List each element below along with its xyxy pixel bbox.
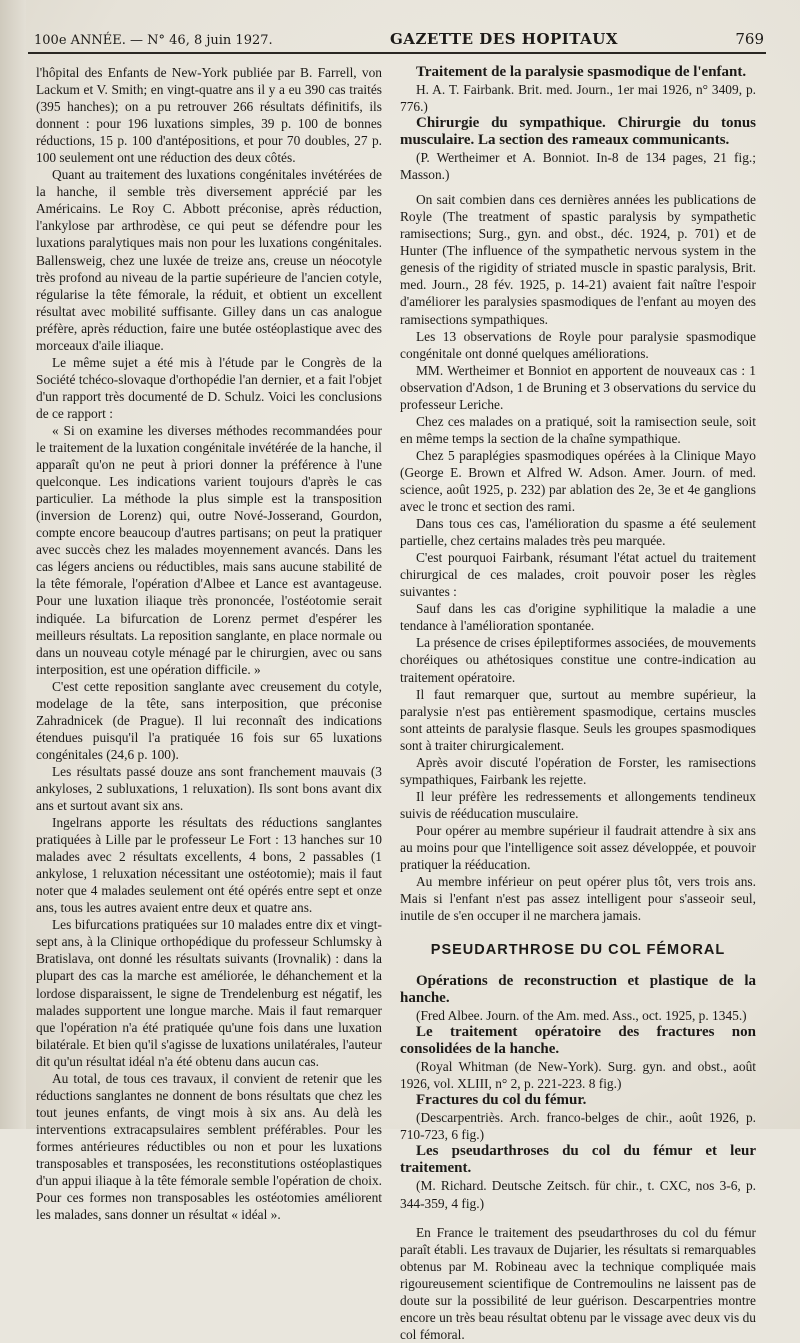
paragraph: La présence de crises épileptiformes associées, de mouvements choréiques ou athétosiques constitue une contre-indication au traitement opératoire.: [400, 635, 756, 685]
paragraph: Chez ces malades on a pratiqué, soit la ramisection seule, soit en même temps la section de la chaîne sympathique.: [400, 413, 756, 446]
paragraph: Pour opérer au membre supérieur il faudrait attendre à six ans au moins pour que l'intelligence soit assez développée, et pouvoir pratiquer la rééducation.: [400, 822, 756, 873]
paragraph: Les 13 observations de Royle pour paralysie spasmodique congénitale ont donné quelques améliorations.: [400, 328, 756, 361]
article-reference: (P. Wertheimer et A. Bonniot. In-8 de 134 pages, 21 fig.; Masson.): [400, 150, 756, 183]
paragraph: C'est cette reposition sanglante avec creusement du cotyle, modelage de la tête, sans interposition, que préconise Zahradnicek (de Prague). Il lui reconnaît des indications étendues puisqu'il l'a pratiquée 16 fois sur 65 luxations congénitales (24,6 p. 100).: [36, 678, 382, 762]
paragraph: Il leur préfère les redressements et allongements tendineux suivis de rééducation musculaire.: [400, 788, 756, 821]
paragraph: Au total, de tous ces travaux, il convient de retenir que les réductions sanglantes ne donnent de bons résultats que chez les tout jeunes enfants, de vingt mois à six ans. Au delà les interventions extracapsulaires semblent préférables. Pour les formes antérieures réductibles ou non et pour les luxations transposables et transposées, les reconstitutions ostéoplastiques d'un appui iliaque à la tête fémorale semble l'opération de choix. Pour ces formes non transposables les ostéotomies améliorent les malades, sans donner un résultat « idéal ».: [36, 1070, 382, 1223]
article-reference: (Fred Albee. Journ. of the Am. med. Ass., oct. 1925, p. 1345.): [416, 1008, 747, 1024]
paragraph: Dans tous ces cas, l'amélioration du spasme a été seulement partielle, chez certains malades très peu marquée.: [400, 516, 756, 549]
paragraph: Au membre inférieur on peut opérer plus tôt, vers trois ans. Mais si l'enfant n'est pas assez intelligent pour s'asseoir seul, inutile de s'en occuper il ne marchera jamais.: [400, 874, 756, 924]
quote-paragraph: « Si on examine les diverses méthodes recommandées pour le traitement de la luxation congénitale invétérée de la hanche, il apparaît qu'on ne peut à priori donner la préférence à l'une quelconque. Les indications varient toujours d'après le cas particulier. La méthode la plus simple est la transposition (inversion de Lorenz) qui, outre Nové-Josserand, Gourdon, compte encore beaucoup d'autres partisans; on peut la pratiquer avec succès chez les malades moyennement avancés. Dans les cas légers anciens ou réductibles, mais sans aucune stabilité de la tête fémorale, l'opération d'Albee et Lance est avantageuse. Pour une luxation iliaque très prononcée, l'ostéotomie serait indiquée. La bifurcation de Lorenz permet d'espérer les meilleurs résultats. La reposition sanglante, en place normale ou dans un nouveau cotyle ménagé par le chirurgien, avec ou sans interposition, est une opération difficile. »: [36, 422, 382, 677]
section-heading: PSEUDARTHROSE DU COL FÉMORAL: [430, 942, 726, 959]
paragraph: Quant au traitement des luxations congénitales invétérées de la hanche, il semble très diversement apprécié par les Américains. Le Roy C. Abbott préconise, après réduction, l'ankylose par arthrodèse, ce qui peut se défendre pour les luxations paralytiques mais non pour les luxations congénitales. Ballensweig, chez une luxée de treize ans, creuse un néocotyle très profond au niveau de la partie supérieure de l'ancien cotyle, régularise la tête fémorale, la réduit, et obtient un excellent résultat avec mobilité suffisante. Gilley dans un cas analogue préfère, après réduction, faire une butée ostéoplastique avec des morceaux d'aile iliaque.: [36, 167, 382, 353]
article-title: Chirurgie du sympathique. Chirurgie du tonus musculaire. La section des rameaux communicants.: [400, 115, 756, 149]
paragraph: En France le traitement des pseudarthroses du col du fémur paraît établi. Les travaux de Dujarier, les résultats si remarquables obtenus par M. Robineau avec la technique compliquée mais rigoureusement scientifique de Contremoulins ne laissent pas de doute sur la possibilité de leur guérison. Descarpentries montre encore un très beau résultat obtenu par le vissage avec deux vis du col fémoral.: [400, 1224, 756, 1342]
paragraph: Les bifurcations pratiquées sur 10 malades entre dix et vingt-sept ans, à la Clinique orthopédique du professeur Schlumsky à Bratislava, ont donné les résultats suivants (Irovnalik) : dans la plupart des cas la marche est améliorée, le déhanchement et la lordose disparaissent, le signe de Trendelenburg est négatif, les malades supportent une longue marche. Mais il faut remarquer que l'opération n'a été pratiquée qu'une fois dans une luxation bilatérale. Et bien qu'il s'agisse de luxations unilatérales, l'auteur dit qu'un résultat idéal n'a été obtenu dans aucun cas.: [36, 917, 382, 1069]
paragraph: Ingelrans apporte les résultats des réductions sanglantes pratiquées à Lille par le professeur Le Fort : 13 hanches sur 10 malades avec 2 résultats excellents, 4 bons, 2 passables (1 ankylose, 1 reluxation nécessitant une ostéotomie); mais il faut noter que 4 malades seulement ont été opérés entre sept et onze ans, tous les autres avaient entre deux et quatre ans.: [36, 815, 382, 916]
page-header: [34, 14, 764, 48]
header-rule: [28, 52, 766, 54]
paragraph: Il faut remarquer que, surtout au membre supérieur, la paralysie n'est pas entièrement spasmodique, certains muscles sont atteints de paralysie flasque. Seuls les groupes spasmodiques sont à traiter chirurgicalement.: [400, 686, 756, 753]
right-column: [400, 64, 756, 1342]
paragraph: l'hôpital des Enfants de New-York publiée par B. Farrell, von Lackum et V. Smith; en vingt-quatre ans il y a eu 390 cas traités (395 hanches); on a pu retrouver 266 résultats définitifs, ils donnent : pour 196 luxations simples, 39 p. 100 de bonnes réductions, 15 p. 100 d'antépositions, et pour 70 doubles, 27 p. 100 seulement ont une réduction des deux côtés.: [36, 65, 382, 166]
paragraph: Les résultats passé douze ans sont franchement mauvais (3 ankyloses, 2 subluxations, 1 reluxation). Ils sont bons avant dix ans et surtout avant six ans.: [36, 763, 382, 814]
page-binding-shadow: [0, 0, 26, 1129]
paragraph: C'est pourquoi Fairbank, résumant l'état actuel du traitement chirurgical de ces malades, croit pouvoir poser les règles suivantes :: [400, 550, 756, 600]
article-title: Les pseudarthroses du col du fémur et leur traitement.: [400, 1143, 756, 1177]
journal-title: GAZETTE DES HOPITAUX: [390, 30, 619, 48]
article-title: Le traitement opératoire des fractures non consolidées de la hanche.: [400, 1024, 756, 1058]
paragraph: Le même sujet a été mis à l'étude par le Congrès de la Société tchéco-slovaque d'orthopédie l'an dernier, et a fait l'objet d'un rapport très documenté de D. Schulz. Voici les conclusions de ce rapport :: [36, 354, 382, 421]
article-reference: (Descarpentriès. Arch. franco-belges de chir., août 1926, p. 710-723, 6 fig.): [400, 1110, 756, 1143]
article-title: Fractures du col du fémur.: [416, 1092, 587, 1109]
article-title: Opérations de reconstruction et plastique de la hanche.: [400, 973, 756, 1007]
paragraph: On sait combien dans ces dernières années les publications de Royle (The treatment of spastic paralysis by sympathetic ramisections; Surg., gyn. and obst., déc. 1924, p. 701) et de Hunter (The influence of the sympathetic nervous system in the genesis of the rigidity of striated muscle in spastic paralysis, Brit. med. Journ., 28 fév. 1925, p. 14-21) avaient fait naître l'espoir d'améliorer les paralysies spasmodiques de l'enfant au moyen des ramisections sympathiques.: [400, 192, 756, 327]
article-reference: (M. Richard. Deutsche Zeitsch. für chir., t. CXC, nos 3-6, p. 344-359, 4 fig.): [400, 1178, 756, 1211]
issue-info: 100e ANNÉE. — N° 46, 8 juin 1927.: [34, 33, 273, 48]
left-column: [36, 64, 382, 1223]
paragraph: Sauf dans les cas d'origine syphilitique la maladie a une tendance à l'amélioration spontanée.: [400, 601, 756, 634]
paragraph: Chez 5 paraplégies spasmodiques opérées à la Clinique Mayo (George E. Brown et Alfred W. Adson. Amer. Journ. of med. science, août 1925, p. 232) par ablation des 2e, 3e et 4e ganglions avec le tronc et section des rami.: [400, 447, 756, 515]
page-number: 769: [735, 30, 764, 48]
article-reference: (Royal Whitman (de New-York). Surg. gyn. and obst., août 1926, vol. XLIII, n° 2, p. 221-223. 8 fig.): [400, 1059, 756, 1092]
paragraph: MM. Wertheimer et Bonniot en apportent de nouveaux cas : 1 observation d'Adson, 1 de Bruning et 3 observations du service du professeur Leriche.: [400, 362, 756, 412]
article-reference: H. A. T. Fairbank. Brit. med. Journ., 1er mai 1926, n° 3409, p. 776.): [400, 82, 756, 115]
paragraph: Après avoir discuté l'opération de Forster, les ramisections sympathiques, Fairbank les rejette.: [400, 754, 756, 787]
article-title: Traitement de la paralysie spasmodique de l'enfant.: [416, 64, 747, 80]
